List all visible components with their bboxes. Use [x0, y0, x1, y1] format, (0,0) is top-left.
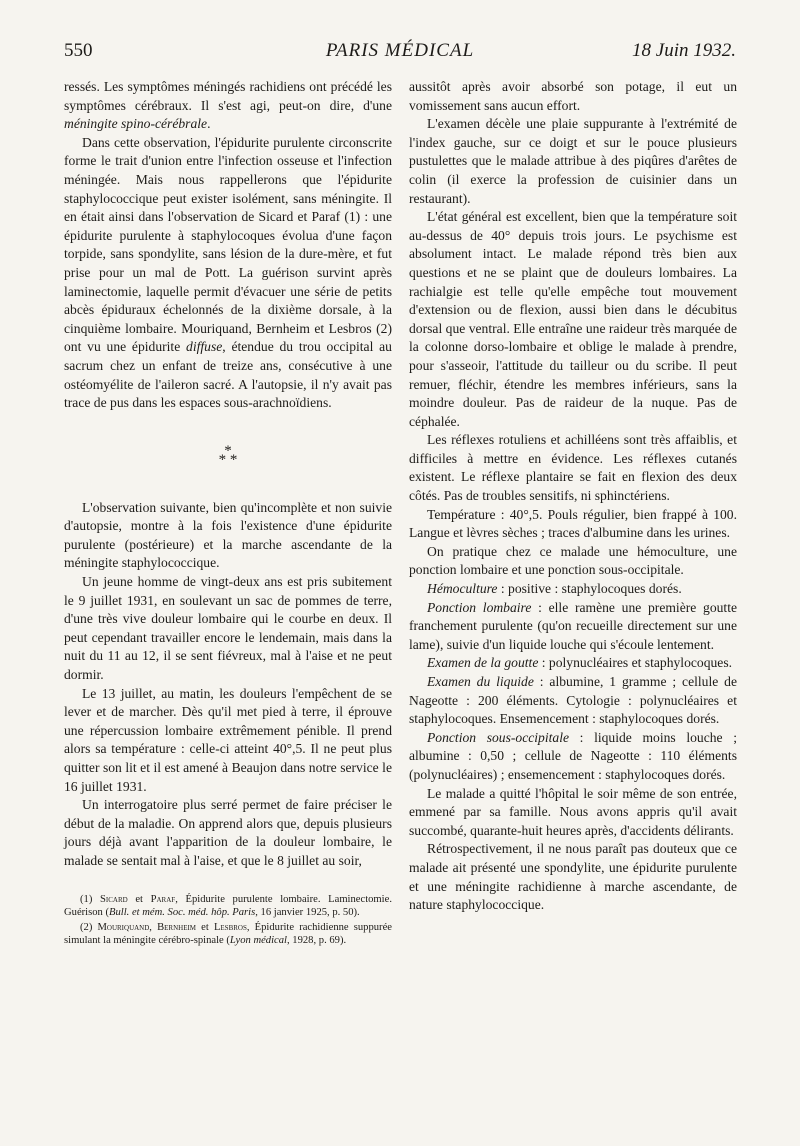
emphasis: méningite spino-cérébrale — [64, 116, 208, 132]
page-number: 550 — [64, 40, 93, 61]
paragraph: On pratique chez ce malade une hémoculture, une ponction lombaire et une ponction sous-occipitale. — [409, 543, 737, 578]
section-separator — [64, 442, 392, 468]
emphasis: diffuse — [186, 339, 223, 355]
paragraph: Un interrogatoire plus serré permet de faire préciser le début de la maladie. On apprend alors que, depuis plusieurs jours déjà avant l'apparition de la douleur lombaire, le malade se sentait mal à l'aise, et que le 8 juillet au soir, — [64, 797, 392, 868]
paragraph: Rétrospectivement, il ne nous paraît pas douteux que ce malade ait présenté une spondylite, une épidurite purulente et une méningite rachidienne à marche ascendante, de nature staphylococcique. — [409, 841, 737, 913]
paragraph: Hémoculture : positive : staphylocoques dorés. — [427, 581, 682, 597]
footnote: (1) Sicard et Paraf, Épidurite purulente lombaire. Laminectomie. Guérison (Bull. et mém. Soc. méd. hôp. Paris, 16 janvier 1925, p. 50). — [64, 893, 392, 919]
paragraph: L'état général est excellent, bien que la température soit au-dessus de 40° depuis trois jours. Le psychisme est absolument intact. Le malade répond très bien aux questions et ne se plaint que de douleurs lombaires. La rachialgie est telle qu'elle empêche tout mouvement d'extension ou de flexion, aussi bien dans le décubitus dorsal que ventral. Elle entraîne une raideur très marquée de la colonne dorso-lombaire et oblige le malade à prendre, pour s'asseoir, l'attitude du tailleur ou du scribe. Il peut remuer, fléchir, étendre les membres inférieurs, sans la moindre douleur. Pas de raideur de la nuque. Pas de céphalée. — [409, 209, 737, 429]
paragraph: Examen de la goutte : polynucléaires et staphylocoques. — [427, 655, 733, 671]
footnotes — [64, 893, 392, 948]
paragraph: Dans cette observation, l'épidurite purulente circonscrite forme le trait d'union entre l'infection osseuse et l'infection méningée. Mais nous rappellerons que l'épidurite staphylococcique peut exister isolément, sans méningite. Il en était ainsi dans l'observation de Sicard et Paraf (1) : une épidurite purulente à staphylocoques évolua d'une façon torpide, sans spondylite, sans lésion de la dure-mère, et fut prise pour un mal de Pott. La guérison survint après laminectomie, laquelle permit d'évacuer une série de petits abcès épiduraux échelonnés de la dixième dorsale, à la cinquième lombaire. Mouriquand, Bernheim et Lesbros (2) ont vu une épidurite diffuse, étendue du trou occipital au sacrum chez un enfant de treize ans, consécutive à une ostéomyélite de l'aileron sacré. A l'autopsie, il n'y avait pas trace de pus dans les espaces sous-arachnoïdiens. — [64, 134, 392, 411]
paragraph: Examen du liquide : albumine, 1 gramme ; cellule de Nageotte : 200 éléments. Cytologie : polynucléaires et staphylocoques. Ensemencement : staphylocoques dorés. — [409, 674, 737, 727]
footnote: (2) Mouriquand, Bernheim et Lesbros, Épidurite rachidienne suppurée simulant la méningite cérébro-spinale (Lyon médical, 1928, p. 69). — [64, 921, 392, 947]
paragraph: L'examen décèle une plaie suppurante à l'extrémité de l'index gauche, sur ce doigt et sur le pouce plusieurs pustulettes que le malade attribue à des piqûres d'arêtes de colin (il exerce la profession de cuisinier dans un restaurant). — [409, 116, 737, 206]
issue-date: 18 Juin 1932. — [632, 40, 736, 61]
paragraph: L'observation suivante, bien qu'incomplète et non suivie d'autopsie, montre à la fois l'existence d'une épidurite purulente (postérieure) et la marche ascendante de la méningite staphylococcique. — [64, 499, 392, 571]
asterism: * * * — [218, 442, 238, 468]
paragraph: Un jeune homme de vingt-deux ans est pris subitement le 9 juillet 1931, en soulevant un sac de pommes de terre, d'une très vive douleur lombaire qui le courbe en deux. Il peut cependant travailler encore le lendemain, mais dans la nuit du 11 au 12, il se sent fiévreux, mal à l'aise et ne peut dormir. — [64, 574, 392, 683]
paragraph: aussitôt après avoir absorbé son potage, il eut un vomissement sans aucun effort. — [409, 79, 737, 113]
paragraph: Température : 40°,5. Pouls régulier, bien frappé à 100. Langue et lèvres sèches ; traces d'albumine dans les urines. — [409, 506, 737, 541]
paragraph: Le 13 juillet, au matin, les douleurs l'empêchent de se lever et de marcher. Dès qu'il met pied à terre, il éprouve une répercussion lombaire extrêmement pénible. Il prend alors sa température : celle-ci atteint 40°,5. Il ne peut plus quitter son lit et il est amené à Beaujon dans notre service le 16 juillet 1931. — [64, 685, 392, 794]
paragraph: Ponction sous-occipitale : liquide moins louche ; albumine : 0,50 ; cellule de Nageotte : 110 éléments (polynucléaires) ; ensemencement : staphylocoques dorés. — [409, 729, 737, 782]
paragraph: Le malade a quitté l'hôpital le soir même de son entrée, emmené par sa famille. Nous avons appris qu'il avait succombé, quarante-huit heures après, d'accidents délirants. — [409, 785, 737, 838]
paragraph: Ponction lombaire : elle ramène une première goutte franchement purulente (qu'on recueille directement sur une lame), suivie d'un liquide louche qui s'écoule lentement. — [409, 599, 737, 652]
journal-title: PARIS MÉDICAL — [325, 40, 475, 61]
paragraph: Les réflexes rotuliens et achilléens sont très affaiblis, et difficiles à mettre en évidence. Les réflexes cutanés existent. Le réflexe plantaire se fait en flexion des deux côtés. Pas de troubles sensitifs, ni sphinctériens. — [409, 432, 737, 504]
page-header — [64, 40, 736, 70]
right-column — [409, 78, 737, 915]
left-column — [64, 78, 392, 949]
paragraph: ressés. Les symptômes méningés rachidiens ont précédé les symptômes cérébraux. Il s'est agi, peut-on dire, d'une méningite spino-cérébrale. — [64, 79, 392, 132]
